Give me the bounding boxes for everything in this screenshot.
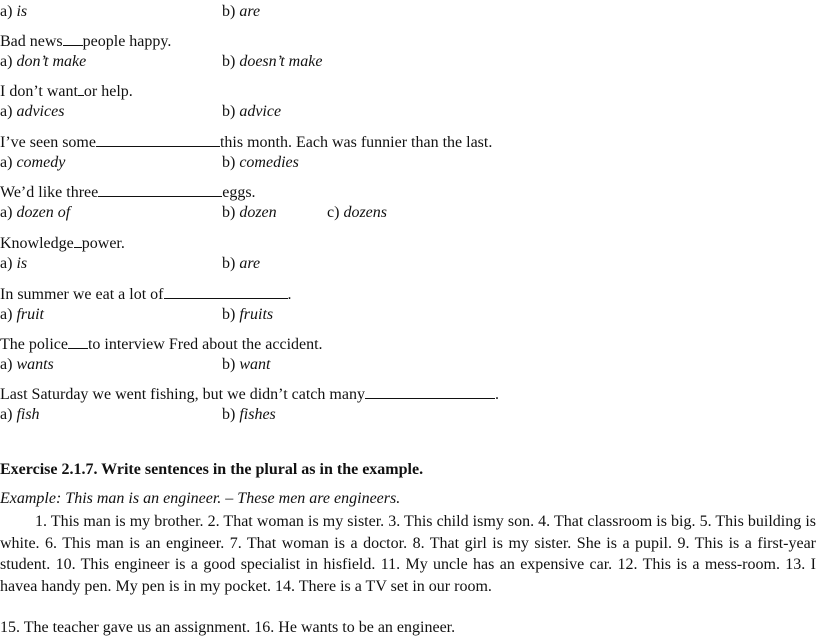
option-a[interactable] [0, 254, 27, 274]
option-text: fishes [239, 406, 276, 423]
question-stem [0, 133, 492, 153]
stem-text: Bad news [0, 33, 63, 50]
stem-text: to interview Fred about the accident. [87, 336, 323, 353]
answer-blank [98, 183, 222, 197]
option-b[interactable] [222, 405, 276, 425]
stem-text: this month. Each was funnier than the last. [219, 134, 493, 151]
option-a[interactable] [0, 2, 27, 22]
option-letter: a) [0, 406, 13, 423]
option-text: don’t make [16, 53, 87, 70]
option-a[interactable] [0, 405, 40, 425]
option-text: is [16, 255, 28, 272]
stem-text: The police [0, 336, 68, 353]
option-a[interactable] [0, 153, 65, 173]
option-letter: a) [0, 3, 13, 20]
option-letter: a) [0, 306, 13, 323]
question-4-options [0, 153, 816, 173]
answer-blank [63, 32, 83, 46]
option-letter: a) [0, 356, 13, 373]
option-text: comedy [16, 154, 66, 171]
stem-text: I don’t want [0, 83, 78, 100]
question-stem [0, 183, 256, 203]
question-stem [0, 335, 323, 355]
exercise-last-line: 15. The teacher gave us an assignment. 16. He wants to be an engineer. [0, 619, 456, 636]
stem-text: I’ve seen some [0, 134, 96, 151]
option-b[interactable] [222, 305, 273, 325]
option-text: want [239, 356, 271, 373]
stem-text: power. [81, 235, 125, 252]
option-text: wants [16, 356, 54, 373]
question-1-options [0, 2, 816, 22]
option-text: are [239, 3, 261, 20]
option-b[interactable] [222, 254, 260, 274]
question-8-options [0, 355, 816, 375]
option-b[interactable] [222, 2, 260, 22]
answer-blank [96, 133, 220, 147]
option-letter: b) [222, 154, 236, 171]
option-a[interactable] [0, 355, 54, 375]
answer-blank [68, 335, 88, 349]
question-stem [0, 385, 499, 405]
option-text: is [16, 3, 28, 20]
stem-text: or help. [83, 83, 133, 100]
option-letter: b) [222, 204, 236, 221]
option-a[interactable] [0, 102, 64, 122]
stem-text: eggs. [222, 184, 256, 201]
option-text: comedies [239, 154, 299, 171]
option-text: advices [16, 103, 65, 120]
option-text: dozens [343, 204, 387, 221]
option-text: are [239, 255, 261, 272]
answer-blank [365, 385, 495, 399]
answer-blank [74, 234, 82, 248]
question-9-options [0, 405, 816, 425]
option-letter: b) [222, 53, 236, 70]
question-stem [0, 285, 292, 305]
option-letter: a) [0, 255, 13, 272]
question-stem [0, 82, 133, 102]
option-b[interactable] [222, 355, 270, 375]
question-3-options [0, 102, 816, 122]
answer-blank [164, 285, 288, 299]
option-letter: b) [222, 103, 236, 120]
stem-text: . [287, 286, 292, 303]
question-5-options [0, 203, 816, 223]
option-text: advice [239, 103, 282, 120]
option-b[interactable] [222, 52, 322, 72]
option-text: doesn’t make [239, 53, 323, 70]
stem-text: people happy. [82, 33, 172, 50]
option-b[interactable] [222, 153, 299, 173]
option-a[interactable] [0, 52, 86, 72]
option-text: dozen [239, 204, 277, 221]
exercise-body: 1. This man is my brother. 2. That woman is my sister. 3. This child ismy son. 4. That classroom is big. 5. This building is white. 6. This man is an engineer. 7. That woman is a doctor. 8. That girl is my sister. She is a pupil. 9. This is a first-year student. 10. This engineer is a good specialist in hisfield. 11. My uncle has an expensive car. 12. This is a mess-room. 13. I havea handy pen. My pen is in my pocket. 14. There is a TV set in our room. [0, 513, 816, 595]
option-letter: c) [327, 204, 340, 221]
question-stem [0, 234, 125, 254]
option-b[interactable] [222, 203, 277, 223]
stem-text: Last Saturday we went fishing, but we didn’t catch many [0, 386, 365, 403]
stem-text: Knowledge [0, 235, 74, 252]
stem-text: . [494, 386, 499, 403]
option-letter: b) [222, 255, 236, 272]
option-letter: a) [0, 204, 13, 221]
option-letter: b) [222, 306, 236, 323]
option-letter: a) [0, 103, 13, 120]
option-letter: a) [0, 154, 13, 171]
option-c[interactable] [327, 203, 387, 223]
option-text: fish [16, 406, 40, 423]
option-b[interactable] [222, 102, 281, 122]
question-stem [0, 32, 171, 52]
option-letter: b) [222, 3, 236, 20]
option-text: fruit [16, 306, 44, 323]
stem-text: In summer we eat a lot of [0, 286, 164, 303]
option-a[interactable] [0, 305, 44, 325]
option-a[interactable] [0, 203, 70, 223]
exercise-title: Exercise 2.1.7. Write sentences in the plural as in the example. [0, 461, 424, 478]
exercise-example: Example: This man is an engineer. – These men are engineers. [0, 490, 401, 507]
option-text: dozen of [16, 204, 71, 221]
question-7-options [0, 305, 816, 325]
option-letter: b) [222, 356, 236, 373]
stem-text: We’d like three [0, 184, 99, 201]
question-6-options [0, 254, 816, 274]
option-letter: b) [222, 406, 236, 423]
question-2-options [0, 52, 816, 72]
option-letter: a) [0, 53, 13, 70]
option-text: fruits [239, 306, 274, 323]
